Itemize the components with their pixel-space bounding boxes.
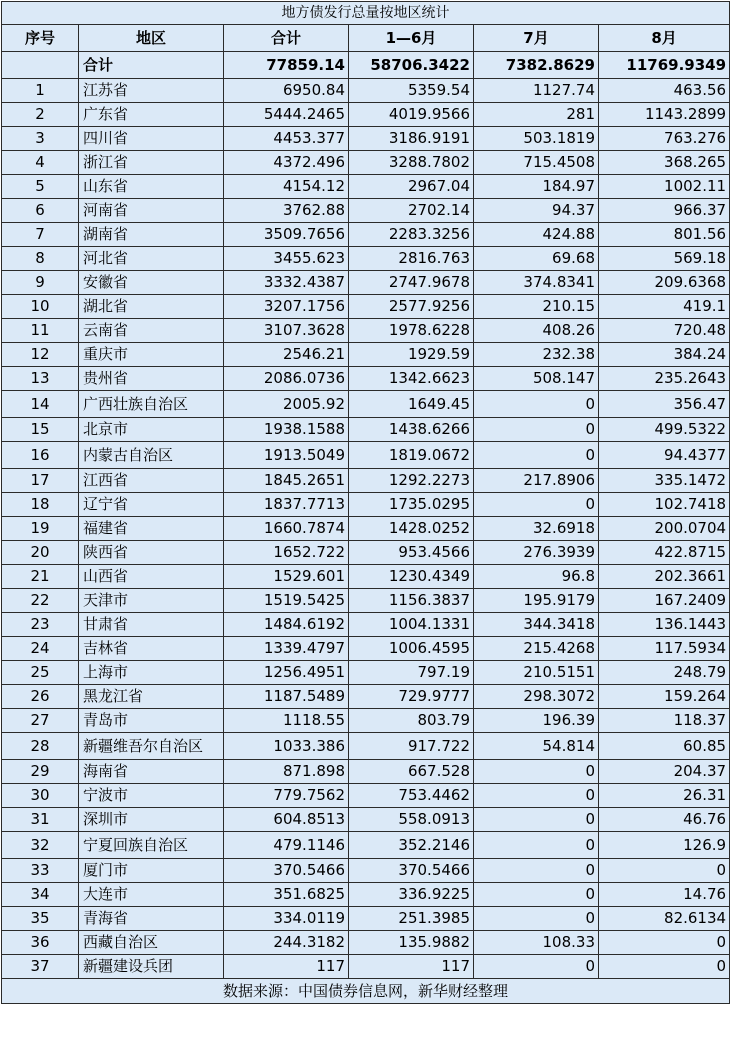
row-jul: 96.8 — [474, 565, 599, 589]
header-jan-jun: 1—6月 — [349, 25, 474, 52]
header-jul: 7月 — [474, 25, 599, 52]
row-index: 34 — [2, 883, 79, 907]
row-total: 1256.4951 — [224, 661, 349, 685]
row-jul: 32.6918 — [474, 517, 599, 541]
row-total: 604.8513 — [224, 808, 349, 832]
row-jan-jun: 558.0913 — [349, 808, 474, 832]
row-jul: 215.4268 — [474, 637, 599, 661]
row-total: 1529.601 — [224, 565, 349, 589]
row-total: 4372.496 — [224, 151, 349, 175]
row-jul: 0 — [474, 832, 599, 859]
row-aug: 335.1472 — [599, 469, 730, 493]
row-jan-jun: 251.3985 — [349, 907, 474, 931]
row-total: 6950.84 — [224, 79, 349, 103]
row-jul: 108.33 — [474, 931, 599, 955]
row-jul: 184.97 — [474, 175, 599, 199]
source-note: 数据来源：中国债券信息网，新华财经整理 — [2, 979, 730, 1004]
row-total: 1118.55 — [224, 709, 349, 733]
row-aug: 569.18 — [599, 247, 730, 271]
table-row — [2, 295, 730, 319]
row-jul: 0 — [474, 907, 599, 931]
row-region: 云南省 — [79, 319, 224, 343]
row-aug: 202.3661 — [599, 565, 730, 589]
row-index: 30 — [2, 784, 79, 808]
row-index: 28 — [2, 733, 79, 760]
row-region: 青海省 — [79, 907, 224, 931]
row-total: 479.1146 — [224, 832, 349, 859]
table-row — [2, 784, 730, 808]
row-jan-jun: 2747.9678 — [349, 271, 474, 295]
row-region: 甘肃省 — [79, 613, 224, 637]
row-index: 11 — [2, 319, 79, 343]
table-row — [2, 709, 730, 733]
row-jan-jun: 797.19 — [349, 661, 474, 685]
row-total: 1033.386 — [224, 733, 349, 760]
row-aug: 248.79 — [599, 661, 730, 685]
row-region: 上海市 — [79, 661, 224, 685]
row-region: 江西省 — [79, 469, 224, 493]
row-region: 广东省 — [79, 103, 224, 127]
row-jul: 94.37 — [474, 199, 599, 223]
row-jan-jun: 2816.763 — [349, 247, 474, 271]
table-row — [2, 79, 730, 103]
row-index: 12 — [2, 343, 79, 367]
row-jan-jun: 2577.9256 — [349, 295, 474, 319]
row-total: 1519.5425 — [224, 589, 349, 613]
table-row — [2, 367, 730, 391]
row-region: 浙江省 — [79, 151, 224, 175]
row-region: 大连市 — [79, 883, 224, 907]
row-index: 14 — [2, 391, 79, 418]
table-row — [2, 541, 730, 565]
row-jan-jun: 1230.4349 — [349, 565, 474, 589]
table-row — [2, 613, 730, 637]
table-row — [2, 151, 730, 175]
total-row — [2, 52, 730, 79]
row-index: 2 — [2, 103, 79, 127]
row-total: 779.7562 — [224, 784, 349, 808]
row-index: 17 — [2, 469, 79, 493]
total-sum: 77859.14 — [224, 52, 349, 79]
row-aug: 102.7418 — [599, 493, 730, 517]
table-row — [2, 883, 730, 907]
total-jan-jun: 58706.3422 — [349, 52, 474, 79]
row-jul: 54.814 — [474, 733, 599, 760]
table-row — [2, 442, 730, 469]
table-row — [2, 247, 730, 271]
table-title: 地方债发行总量按地区统计 — [2, 2, 730, 25]
row-aug: 82.6134 — [599, 907, 730, 931]
row-region: 北京市 — [79, 418, 224, 442]
header-region: 地区 — [79, 25, 224, 52]
row-index: 4 — [2, 151, 79, 175]
row-jan-jun: 1428.0252 — [349, 517, 474, 541]
table-row — [2, 469, 730, 493]
row-total: 2005.92 — [224, 391, 349, 418]
row-index: 35 — [2, 907, 79, 931]
table-row — [2, 931, 730, 955]
table-row — [2, 517, 730, 541]
row-jul: 0 — [474, 808, 599, 832]
row-jul: 210.5151 — [474, 661, 599, 685]
row-index: 22 — [2, 589, 79, 613]
row-jan-jun: 2283.3256 — [349, 223, 474, 247]
row-jul: 344.3418 — [474, 613, 599, 637]
row-aug: 209.6368 — [599, 271, 730, 295]
row-region: 厦门市 — [79, 859, 224, 883]
row-index: 15 — [2, 418, 79, 442]
row-index: 31 — [2, 808, 79, 832]
row-region: 宁夏回族自治区 — [79, 832, 224, 859]
row-aug: 0 — [599, 931, 730, 955]
row-jan-jun: 753.4462 — [349, 784, 474, 808]
row-region: 江苏省 — [79, 79, 224, 103]
row-total: 1660.7874 — [224, 517, 349, 541]
header-index: 序号 — [2, 25, 79, 52]
row-index: 5 — [2, 175, 79, 199]
table-row — [2, 955, 730, 979]
row-region: 西藏自治区 — [79, 931, 224, 955]
row-jan-jun: 135.9882 — [349, 931, 474, 955]
row-aug: 720.48 — [599, 319, 730, 343]
title-row — [2, 2, 730, 25]
table-row — [2, 637, 730, 661]
footer-row — [2, 979, 730, 1004]
row-jul: 232.38 — [474, 343, 599, 367]
row-jul: 0 — [474, 418, 599, 442]
row-jan-jun: 352.2146 — [349, 832, 474, 859]
table-row — [2, 493, 730, 517]
table-row — [2, 223, 730, 247]
row-jan-jun: 117 — [349, 955, 474, 979]
row-region: 陕西省 — [79, 541, 224, 565]
row-total: 1938.1588 — [224, 418, 349, 442]
row-total: 3762.88 — [224, 199, 349, 223]
row-total: 5444.2465 — [224, 103, 349, 127]
total-label: 合计 — [79, 52, 224, 79]
row-index: 7 — [2, 223, 79, 247]
table-row — [2, 127, 730, 151]
row-jul: 424.88 — [474, 223, 599, 247]
row-jan-jun: 1978.6228 — [349, 319, 474, 343]
row-aug: 200.0704 — [599, 517, 730, 541]
row-aug: 966.37 — [599, 199, 730, 223]
header-aug: 8月 — [599, 25, 730, 52]
row-jul: 408.26 — [474, 319, 599, 343]
row-aug: 499.5322 — [599, 418, 730, 442]
row-region: 安徽省 — [79, 271, 224, 295]
table-row — [2, 343, 730, 367]
row-jul: 1127.74 — [474, 79, 599, 103]
row-region: 辽宁省 — [79, 493, 224, 517]
row-jan-jun: 917.722 — [349, 733, 474, 760]
row-jan-jun: 953.4566 — [349, 541, 474, 565]
row-region: 广西壮族自治区 — [79, 391, 224, 418]
table-row — [2, 175, 730, 199]
row-jul: 0 — [474, 493, 599, 517]
table-row — [2, 391, 730, 418]
data-table-container — [1, 1, 729, 1004]
row-jan-jun: 1819.0672 — [349, 442, 474, 469]
table-row — [2, 760, 730, 784]
row-total: 334.0119 — [224, 907, 349, 931]
row-jul: 195.9179 — [474, 589, 599, 613]
total-aug: 11769.9349 — [599, 52, 730, 79]
row-region: 河南省 — [79, 199, 224, 223]
row-index: 23 — [2, 613, 79, 637]
table-row — [2, 832, 730, 859]
table-row — [2, 271, 730, 295]
row-region: 新疆建设兵团 — [79, 955, 224, 979]
row-jan-jun: 2967.04 — [349, 175, 474, 199]
row-aug: 0 — [599, 955, 730, 979]
row-jan-jun: 1929.59 — [349, 343, 474, 367]
row-jul: 715.4508 — [474, 151, 599, 175]
row-total: 2086.0736 — [224, 367, 349, 391]
local-bond-table — [1, 1, 730, 1004]
row-aug: 356.47 — [599, 391, 730, 418]
row-total: 4154.12 — [224, 175, 349, 199]
row-aug: 235.2643 — [599, 367, 730, 391]
row-jul: 217.8906 — [474, 469, 599, 493]
row-region: 河北省 — [79, 247, 224, 271]
table-row — [2, 418, 730, 442]
row-jan-jun: 1156.3837 — [349, 589, 474, 613]
row-jul: 281 — [474, 103, 599, 127]
row-aug: 159.264 — [599, 685, 730, 709]
row-region: 黑龙江省 — [79, 685, 224, 709]
row-jul: 0 — [474, 883, 599, 907]
table-row — [2, 565, 730, 589]
row-jul: 0 — [474, 784, 599, 808]
row-total: 871.898 — [224, 760, 349, 784]
row-total: 4453.377 — [224, 127, 349, 151]
row-jul: 298.3072 — [474, 685, 599, 709]
row-jan-jun: 1292.2273 — [349, 469, 474, 493]
row-jul: 374.8341 — [474, 271, 599, 295]
row-total: 3455.623 — [224, 247, 349, 271]
row-total: 1652.722 — [224, 541, 349, 565]
row-index: 10 — [2, 295, 79, 319]
row-index: 33 — [2, 859, 79, 883]
total-jul: 7382.8629 — [474, 52, 599, 79]
row-region: 湖南省 — [79, 223, 224, 247]
row-aug: 763.276 — [599, 127, 730, 151]
table-row — [2, 319, 730, 343]
row-index: 29 — [2, 760, 79, 784]
row-index: 32 — [2, 832, 79, 859]
row-index: 19 — [2, 517, 79, 541]
row-aug: 126.9 — [599, 832, 730, 859]
row-aug: 1002.11 — [599, 175, 730, 199]
row-jan-jun: 729.9777 — [349, 685, 474, 709]
row-jan-jun: 336.9225 — [349, 883, 474, 907]
row-region: 海南省 — [79, 760, 224, 784]
table-row — [2, 661, 730, 685]
row-region: 四川省 — [79, 127, 224, 151]
row-jul: 0 — [474, 760, 599, 784]
row-jan-jun: 1006.4595 — [349, 637, 474, 661]
row-total: 2546.21 — [224, 343, 349, 367]
row-region: 深圳市 — [79, 808, 224, 832]
row-aug: 117.5934 — [599, 637, 730, 661]
row-aug: 368.265 — [599, 151, 730, 175]
row-region: 山东省 — [79, 175, 224, 199]
row-jul: 508.147 — [474, 367, 599, 391]
row-region: 内蒙古自治区 — [79, 442, 224, 469]
row-region: 贵州省 — [79, 367, 224, 391]
row-total: 3509.7656 — [224, 223, 349, 247]
row-jul: 0 — [474, 442, 599, 469]
row-aug: 118.37 — [599, 709, 730, 733]
row-jul: 69.68 — [474, 247, 599, 271]
row-index: 9 — [2, 271, 79, 295]
row-total: 1913.5049 — [224, 442, 349, 469]
row-total: 244.3182 — [224, 931, 349, 955]
table-row — [2, 733, 730, 760]
row-index: 37 — [2, 955, 79, 979]
row-index: 36 — [2, 931, 79, 955]
row-total: 3107.3628 — [224, 319, 349, 343]
row-aug: 167.2409 — [599, 589, 730, 613]
total-index — [2, 52, 79, 79]
row-total: 1845.2651 — [224, 469, 349, 493]
table-row — [2, 808, 730, 832]
row-total: 1837.7713 — [224, 493, 349, 517]
header-total: 合计 — [224, 25, 349, 52]
row-aug: 14.76 — [599, 883, 730, 907]
row-total: 370.5466 — [224, 859, 349, 883]
row-jul: 0 — [474, 391, 599, 418]
row-jan-jun: 1438.6266 — [349, 418, 474, 442]
row-region: 山西省 — [79, 565, 224, 589]
row-jul: 503.1819 — [474, 127, 599, 151]
row-region: 福建省 — [79, 517, 224, 541]
row-jul: 196.39 — [474, 709, 599, 733]
row-aug: 60.85 — [599, 733, 730, 760]
row-index: 24 — [2, 637, 79, 661]
row-index: 25 — [2, 661, 79, 685]
row-jan-jun: 5359.54 — [349, 79, 474, 103]
row-index: 18 — [2, 493, 79, 517]
row-jul: 276.3939 — [474, 541, 599, 565]
row-jan-jun: 4019.9566 — [349, 103, 474, 127]
table-row — [2, 589, 730, 613]
row-region: 吉林省 — [79, 637, 224, 661]
row-jan-jun: 667.528 — [349, 760, 474, 784]
row-jan-jun: 370.5466 — [349, 859, 474, 883]
table-row — [2, 103, 730, 127]
row-jul: 210.15 — [474, 295, 599, 319]
row-total: 3207.1756 — [224, 295, 349, 319]
row-index: 1 — [2, 79, 79, 103]
row-total: 117 — [224, 955, 349, 979]
header-row — [2, 25, 730, 52]
table-row — [2, 907, 730, 931]
row-jan-jun: 1735.0295 — [349, 493, 474, 517]
row-total: 3332.4387 — [224, 271, 349, 295]
row-index: 21 — [2, 565, 79, 589]
row-aug: 384.24 — [599, 343, 730, 367]
table-row — [2, 199, 730, 223]
row-index: 3 — [2, 127, 79, 151]
row-aug: 204.37 — [599, 760, 730, 784]
row-aug: 0 — [599, 859, 730, 883]
row-region: 青岛市 — [79, 709, 224, 733]
row-region: 新疆维吾尔自治区 — [79, 733, 224, 760]
row-region: 天津市 — [79, 589, 224, 613]
row-total: 1187.5489 — [224, 685, 349, 709]
row-region: 宁波市 — [79, 784, 224, 808]
row-index: 16 — [2, 442, 79, 469]
row-index: 13 — [2, 367, 79, 391]
table-row — [2, 685, 730, 709]
row-index: 26 — [2, 685, 79, 709]
row-index: 20 — [2, 541, 79, 565]
row-jan-jun: 1342.6623 — [349, 367, 474, 391]
row-total: 1339.4797 — [224, 637, 349, 661]
row-jan-jun: 803.79 — [349, 709, 474, 733]
row-aug: 419.1 — [599, 295, 730, 319]
table-row — [2, 859, 730, 883]
row-total: 351.6825 — [224, 883, 349, 907]
row-aug: 46.76 — [599, 808, 730, 832]
row-jan-jun: 3288.7802 — [349, 151, 474, 175]
row-aug: 422.8715 — [599, 541, 730, 565]
row-index: 27 — [2, 709, 79, 733]
row-aug: 463.56 — [599, 79, 730, 103]
row-index: 8 — [2, 247, 79, 271]
row-jan-jun: 2702.14 — [349, 199, 474, 223]
row-jan-jun: 1004.1331 — [349, 613, 474, 637]
row-aug: 136.1443 — [599, 613, 730, 637]
row-jan-jun: 3186.9191 — [349, 127, 474, 151]
row-aug: 26.31 — [599, 784, 730, 808]
row-region: 重庆市 — [79, 343, 224, 367]
row-jul: 0 — [474, 859, 599, 883]
row-jul: 0 — [474, 955, 599, 979]
row-jan-jun: 1649.45 — [349, 391, 474, 418]
row-aug: 1143.2899 — [599, 103, 730, 127]
row-total: 1484.6192 — [224, 613, 349, 637]
row-index: 6 — [2, 199, 79, 223]
row-aug: 94.4377 — [599, 442, 730, 469]
row-region: 湖北省 — [79, 295, 224, 319]
row-aug: 801.56 — [599, 223, 730, 247]
